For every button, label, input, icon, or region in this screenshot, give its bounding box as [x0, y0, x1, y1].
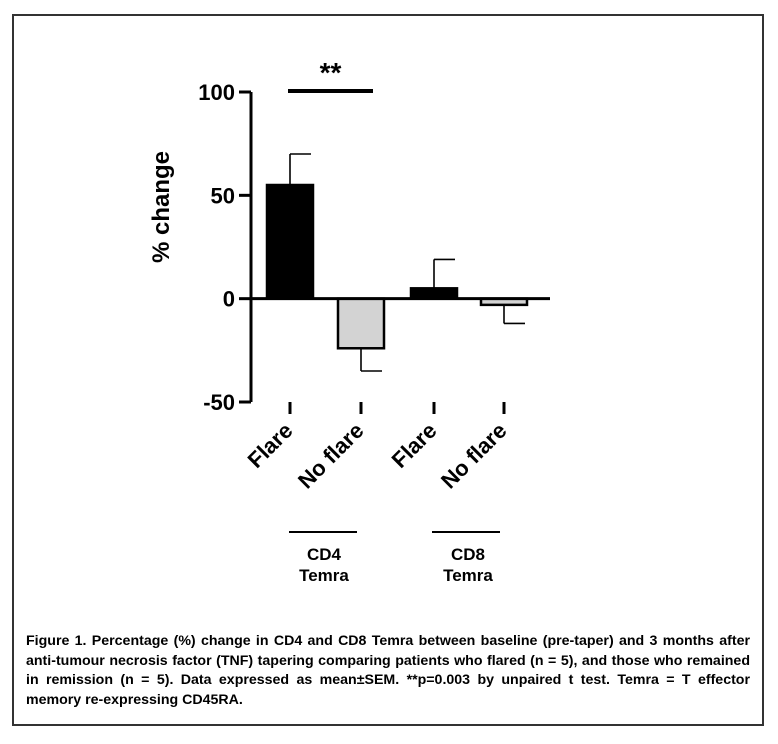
x-tick-label: Flare [386, 417, 442, 473]
group-underline-cd8 [432, 531, 500, 533]
y-tick-label: 0 [222, 286, 235, 312]
bar [411, 288, 457, 298]
group-underline-cd4 [289, 531, 357, 533]
significance-label: ** [319, 57, 342, 88]
y-tick-label: 100 [198, 80, 235, 105]
x-tick-label: No flare [292, 417, 369, 494]
y-axis-title: % change [148, 150, 175, 264]
x-tick-label: Flare [242, 417, 298, 473]
bar [267, 185, 313, 299]
group-label-cd4: CD4 Temra [299, 545, 349, 585]
figure-frame [12, 14, 764, 726]
bar-chart [14, 16, 766, 616]
y-tick-label: -50 [203, 390, 235, 415]
x-tick-label: No flare [435, 417, 512, 494]
y-tick-label: 50 [210, 183, 235, 209]
bar [338, 299, 384, 349]
group-label-cd8: CD8 Temra [443, 545, 493, 585]
figure-caption: Figure 1. Percentage (%) change in CD4 and CD8 Temra between baseline (pre-taper) and 3 months after anti-tumour necrosis factor (TNF) tapering comparing patients who flared (n = 5), and those who remained in remission (n = 5). Data expressed as mean±SEM. **p=0.003 by unpaired t test. Temra = T effector memory re-expressing CD45RA. [26, 633, 750, 708]
